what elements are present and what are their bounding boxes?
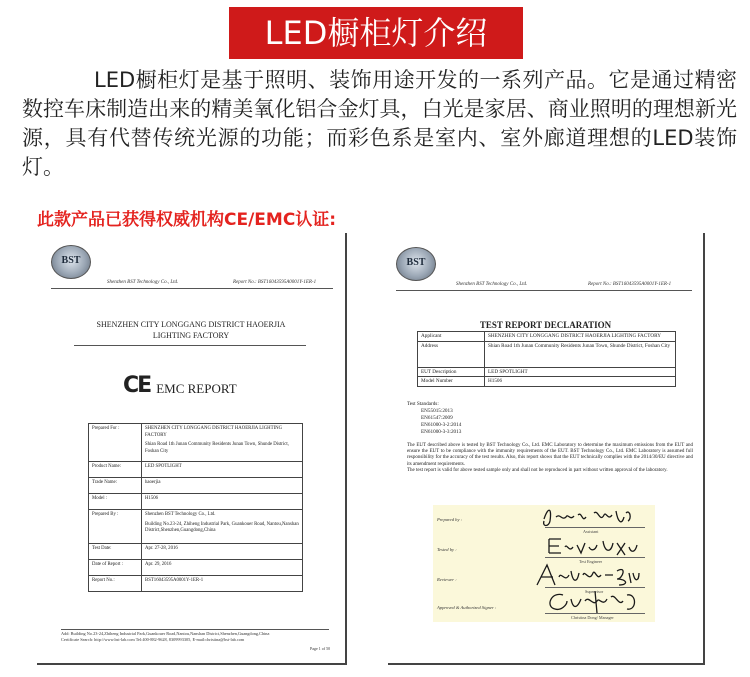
row-value: Shenzhen BST Technology Co., Ltd. Building No.23-24, Zhiheng Industrial Park, Guankouer Road, Nantou,Nanshan District,Shenzhen,Guangdong,China xyxy=(142,510,303,544)
header-report-no: Report No.: BST16043595A0001Y-1ER-1 xyxy=(588,282,672,287)
header-company: Shenzhen BST Technology Co., Ltd. xyxy=(107,280,179,285)
emc-report-page xyxy=(37,233,347,665)
approved-label: Approved & Authorized Signer : xyxy=(437,605,497,610)
prepared-label: Prepared by : xyxy=(437,517,463,522)
row-value: SHENZHEN CITY LONGGANG DISTRICT HAOERJIA LIGHTING FACTORY xyxy=(485,332,676,342)
declaration-statement xyxy=(407,443,693,474)
bst-logo-text: BST xyxy=(406,257,426,268)
prepared-signature-icon xyxy=(538,503,638,529)
row-value: Apr. 29, 2016 xyxy=(142,560,303,576)
footer-rule xyxy=(61,629,329,630)
header-rule xyxy=(396,290,692,291)
cert-heading: 此款产品已获得权威机构CE/EMC认证: xyxy=(37,210,337,230)
row-value: haoerjia xyxy=(142,478,303,494)
table-row xyxy=(89,510,303,544)
reviewer-label: Reviewer : xyxy=(437,577,457,582)
footer-contact: Certificate Search: http://www.bst-lab.com Tel:400-882-9628, 8309993305, E-mail:christina@bst-lab.com xyxy=(61,637,245,642)
footer-address: Add: Building No.23-24,Zhiheng Industrial Park,Guankouer Road,Nantou,Nanshan District,Shenzhen,Guangdong,China xyxy=(61,631,270,636)
standard-item: EN55015:2013 xyxy=(421,408,453,414)
intro-paragraph xyxy=(22,66,737,182)
row-key: Trade Name: xyxy=(89,478,142,494)
standard-item: EN61000-3-3:2013 xyxy=(421,429,462,435)
report-info-table xyxy=(88,423,303,592)
standard-item: EN61000-3-2:2014 xyxy=(421,422,462,428)
row-value: LED SPOTLIGHT xyxy=(142,462,303,478)
table-row xyxy=(89,544,303,560)
header-company: Shenzhen BST Technology Co., Ltd. xyxy=(456,282,528,287)
standard-item: EN61547:2009 xyxy=(421,415,453,421)
reviewer-signature-icon xyxy=(531,561,641,589)
row-value: SHENZHEN CITY LONGGANG DISTRICT HAOERJIA LIGHTING FACTORY Shian Road 1th Junan Community Residents Junan Town, Shunde District, Foshan City xyxy=(142,424,303,462)
tested-signature-icon xyxy=(541,533,641,559)
signature-block xyxy=(433,505,655,622)
emc-report-title: EMC REPORT xyxy=(156,381,237,396)
table-row xyxy=(418,332,676,342)
company-rule xyxy=(74,345,306,346)
standards-label: Test Standards: xyxy=(407,401,439,407)
test-report-declaration-page xyxy=(388,233,705,665)
ce-title xyxy=(123,375,237,397)
company-name-line2: LIGHTING FACTORY xyxy=(152,331,230,340)
row-key: Model : xyxy=(89,494,142,510)
row-key: Product Name: xyxy=(89,462,142,478)
row-key: Model Number xyxy=(418,377,485,387)
table-row xyxy=(418,341,676,367)
row-value: BST16043595A0001Y-1ER-1 xyxy=(142,576,303,592)
tested-label: Tested by : xyxy=(437,547,457,552)
tested-role: Test Engineer xyxy=(579,559,603,564)
reviewer-role: Supervisor xyxy=(585,589,604,594)
table-row xyxy=(89,478,303,494)
table-row xyxy=(89,424,303,462)
row-key: Report No.: xyxy=(89,576,142,592)
bst-logo-text: BST xyxy=(61,255,81,266)
table-row xyxy=(89,462,303,478)
row-key: Prepared For : xyxy=(89,424,142,462)
header-rule xyxy=(51,288,333,289)
row-key: Prepared By : xyxy=(89,510,142,544)
prepared-role: Assistant xyxy=(583,529,599,534)
row-value: H1506 xyxy=(485,377,676,387)
approved-role: Christina Dong/ Manager xyxy=(571,615,614,620)
approved-signature-icon xyxy=(541,587,641,615)
table-row xyxy=(418,367,676,377)
page-number: Page 1 of 50 xyxy=(310,646,331,651)
table-row xyxy=(418,377,676,387)
row-value: LED SPOTLIGHT xyxy=(485,367,676,377)
bst-logo xyxy=(396,247,436,281)
ce-mark-icon: CE xyxy=(123,373,151,398)
test-standards xyxy=(407,401,461,436)
header-report-no: Report No.: BST16043595A0001Y-1ER-1 xyxy=(233,280,317,285)
company-name-line1: SHENZHEN CITY LONGGANG DISTRICT HAOERJIA xyxy=(96,320,286,329)
row-key: Date of Report : xyxy=(89,560,142,576)
row-key: Address xyxy=(418,341,485,367)
row-key: Test Date: xyxy=(89,544,142,560)
page-title-banner: LED橱柜灯介绍 xyxy=(229,7,523,59)
table-row xyxy=(89,576,303,592)
intro-text: LED橱柜灯是基于照明、装饰用途开发的一系列产品。它是通过精密数控车床制造出来的精美氧化铝合金灯具，白光是家居、商业照明的理想新光源，具有代替传统光源的功能；而彩色系是室内、室外廊道理想的LED装饰灯。 xyxy=(22,68,737,179)
table-row xyxy=(89,494,303,510)
row-value: Shian Road 1th Junan Community Residents Junan Town, Shunde District, Foshan City xyxy=(485,341,676,367)
row-value: Apr. 27-28, 2016 xyxy=(142,544,303,560)
bst-logo xyxy=(51,245,91,279)
row-value: H1506 xyxy=(142,494,303,510)
row-key: Applicant xyxy=(418,332,485,342)
declaration-table xyxy=(417,331,676,387)
table-row xyxy=(89,560,303,576)
statement-body: The EUT described above is tested by BST Technology Co., Ltd. EMC Laboratory to determine the maximum emissions from the EUT and ensure the EUT to be compliance with the immunity requirements of the EUT. BST Technology Co., Ltd. EMC Laboratory is assumed full responsibility for the accuracy of the test results. Also, this report shows that the EUT technically complies with the 2014/30/EU directive and its amendment requirements. xyxy=(407,443,693,467)
declaration-title: TEST REPORT DECLARATION xyxy=(479,320,612,330)
row-key: EUT Description xyxy=(418,367,485,377)
statement-validity: The test report is valid for above tested sample only and shall not be reproduced in part without written approval of the laboratory. xyxy=(407,467,668,473)
